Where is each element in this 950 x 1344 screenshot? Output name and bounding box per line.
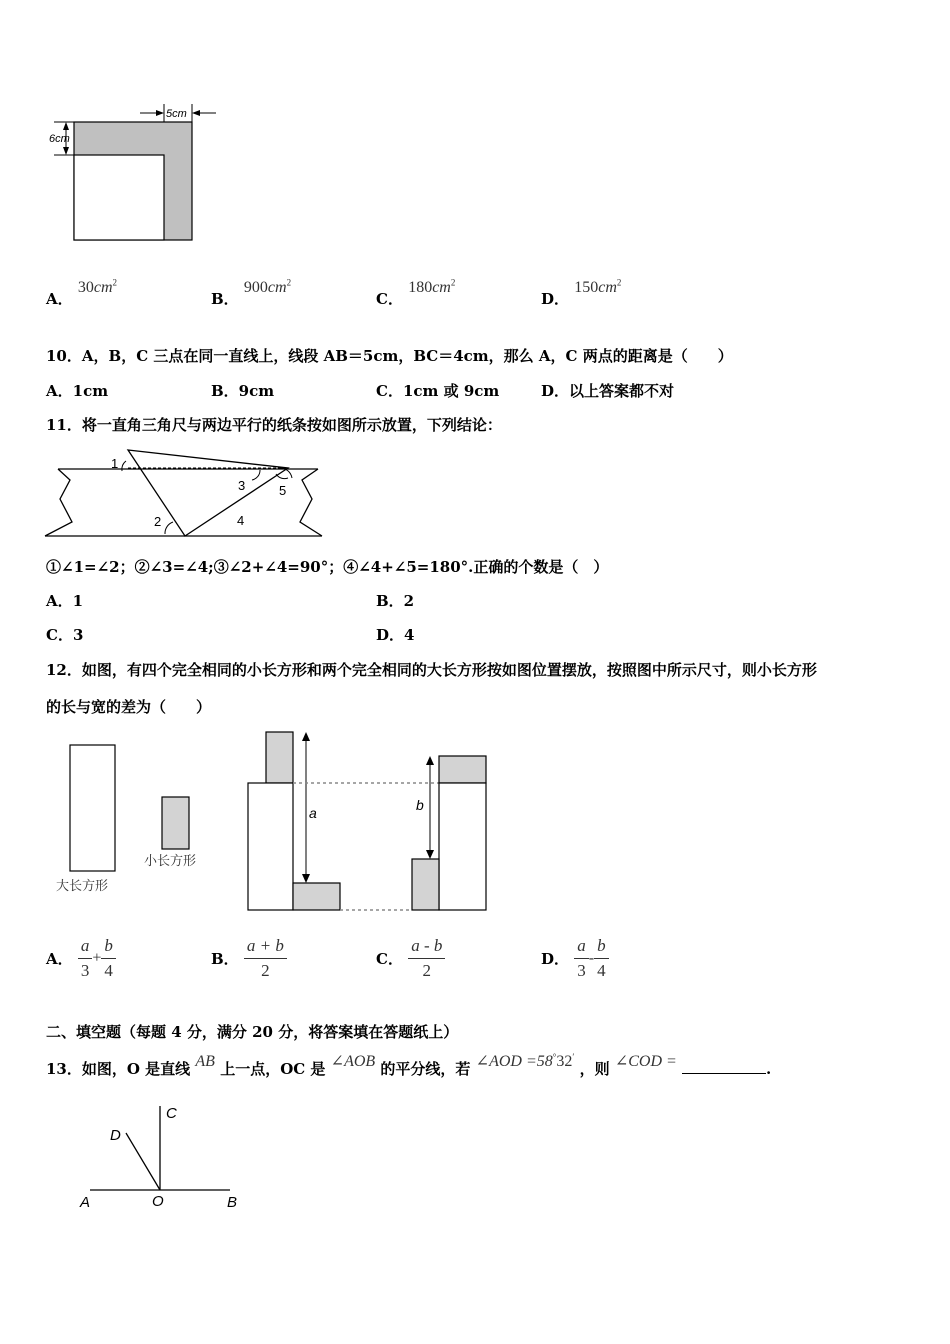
q9-option-a[interactable]: A． $30cm^2$ xyxy=(46,277,118,308)
q11-triangle xyxy=(128,450,288,536)
q13-stem: 13．如图，O 是直线 AB 上一点，OC 是 ∠AOB 的平分线，若 ∠AOD =58°32′ ，则 ∠COD = . xyxy=(46,1052,772,1078)
q10-option-c[interactable]: C．1cm 或 9cm xyxy=(376,382,500,400)
q13-label-b: B xyxy=(227,1194,238,1211)
q12-big-rectangle xyxy=(70,745,115,871)
section2-title: 二、填空题（每题 4 分，满分 20 分，将答案填在答题纸上） xyxy=(46,1023,459,1041)
q10-option-a[interactable]: A．1cm xyxy=(46,382,109,400)
q11-label-2: 2 xyxy=(154,514,162,529)
q13-label-a: A xyxy=(80,1194,91,1211)
q11-option-a[interactable]: A．1 xyxy=(46,592,84,610)
q12-option-c[interactable]: C． $\frac{a - b}{2}$ xyxy=(376,936,445,981)
q12-small-label: 小长方形 xyxy=(144,853,197,868)
q12-figure xyxy=(40,725,500,915)
q12-option-b[interactable]: B． $\frac{a + b}{2}$ xyxy=(211,936,287,981)
q11-label-1: 1 xyxy=(111,456,119,471)
q9-option-d[interactable]: D． $150cm^2$ xyxy=(541,277,622,308)
q11-option-c[interactable]: C．3 xyxy=(46,626,84,644)
q10-stem: 10．A，B，C 三点在同一直线上，线段 AB＝5cm，BC＝4cm，那么 A，C 两点的距离是（ ） xyxy=(46,347,733,365)
q12-label-b: b xyxy=(416,797,424,813)
q11-statements: ①∠1=∠2；②∠3=∠4;③∠2+∠4=90°；④∠4+∠5=180°.正确的个数是（ ） xyxy=(46,558,609,576)
q12-option-d[interactable]: D． $\frac{a}{3}$ - $\frac{b}{4}$ xyxy=(541,936,609,981)
q13-label-c: C xyxy=(166,1105,177,1122)
q11-option-d[interactable]: D．4 xyxy=(376,626,415,644)
q11-label-4: 4 xyxy=(237,513,245,528)
q9-inner-square xyxy=(74,155,164,240)
q12-stem-line1: 12．如图，有四个完全相同的小长方形和两个完全相同的大长方形按如图位置摆放，按照图中所示尺寸，则小长方形 xyxy=(46,661,817,679)
q11-label-5: 5 xyxy=(279,483,287,498)
q11-figure xyxy=(40,444,330,540)
q10-option-d[interactable]: D．以上答案都不对 xyxy=(541,382,675,400)
q11-stem: 11．将一直角三角尺与两边平行的纸条按如图所示放置，下列结论： xyxy=(46,416,502,434)
q12-option-a[interactable]: A． $\frac{a}{3}$ + $\frac{b}{4}$ xyxy=(46,936,116,981)
q9-option-b[interactable]: B． $900cm^2$ xyxy=(211,277,292,308)
q13-label-o: O xyxy=(152,1193,164,1210)
q9-width-label: 5cm xyxy=(166,108,187,120)
q12-label-a: a xyxy=(309,805,317,821)
q9-figure xyxy=(40,100,230,250)
q9-height-label: 6cm xyxy=(49,133,70,145)
q12-small-rectangle xyxy=(162,797,189,849)
q13-label-d: D xyxy=(110,1127,121,1144)
q9-option-c[interactable]: C． $180cm^2$ xyxy=(376,277,456,308)
q12-big-label: 大长方形 xyxy=(56,878,109,893)
q13-answer-blank[interactable] xyxy=(682,1059,766,1074)
q10-option-b[interactable]: B．9cm xyxy=(211,382,275,400)
q11-label-3: 3 xyxy=(238,478,246,493)
q11-option-b[interactable]: B．2 xyxy=(376,592,415,610)
q13-figure xyxy=(70,1100,250,1215)
q12-stem-line2: 的长与宽的差为（ ） xyxy=(46,698,212,716)
